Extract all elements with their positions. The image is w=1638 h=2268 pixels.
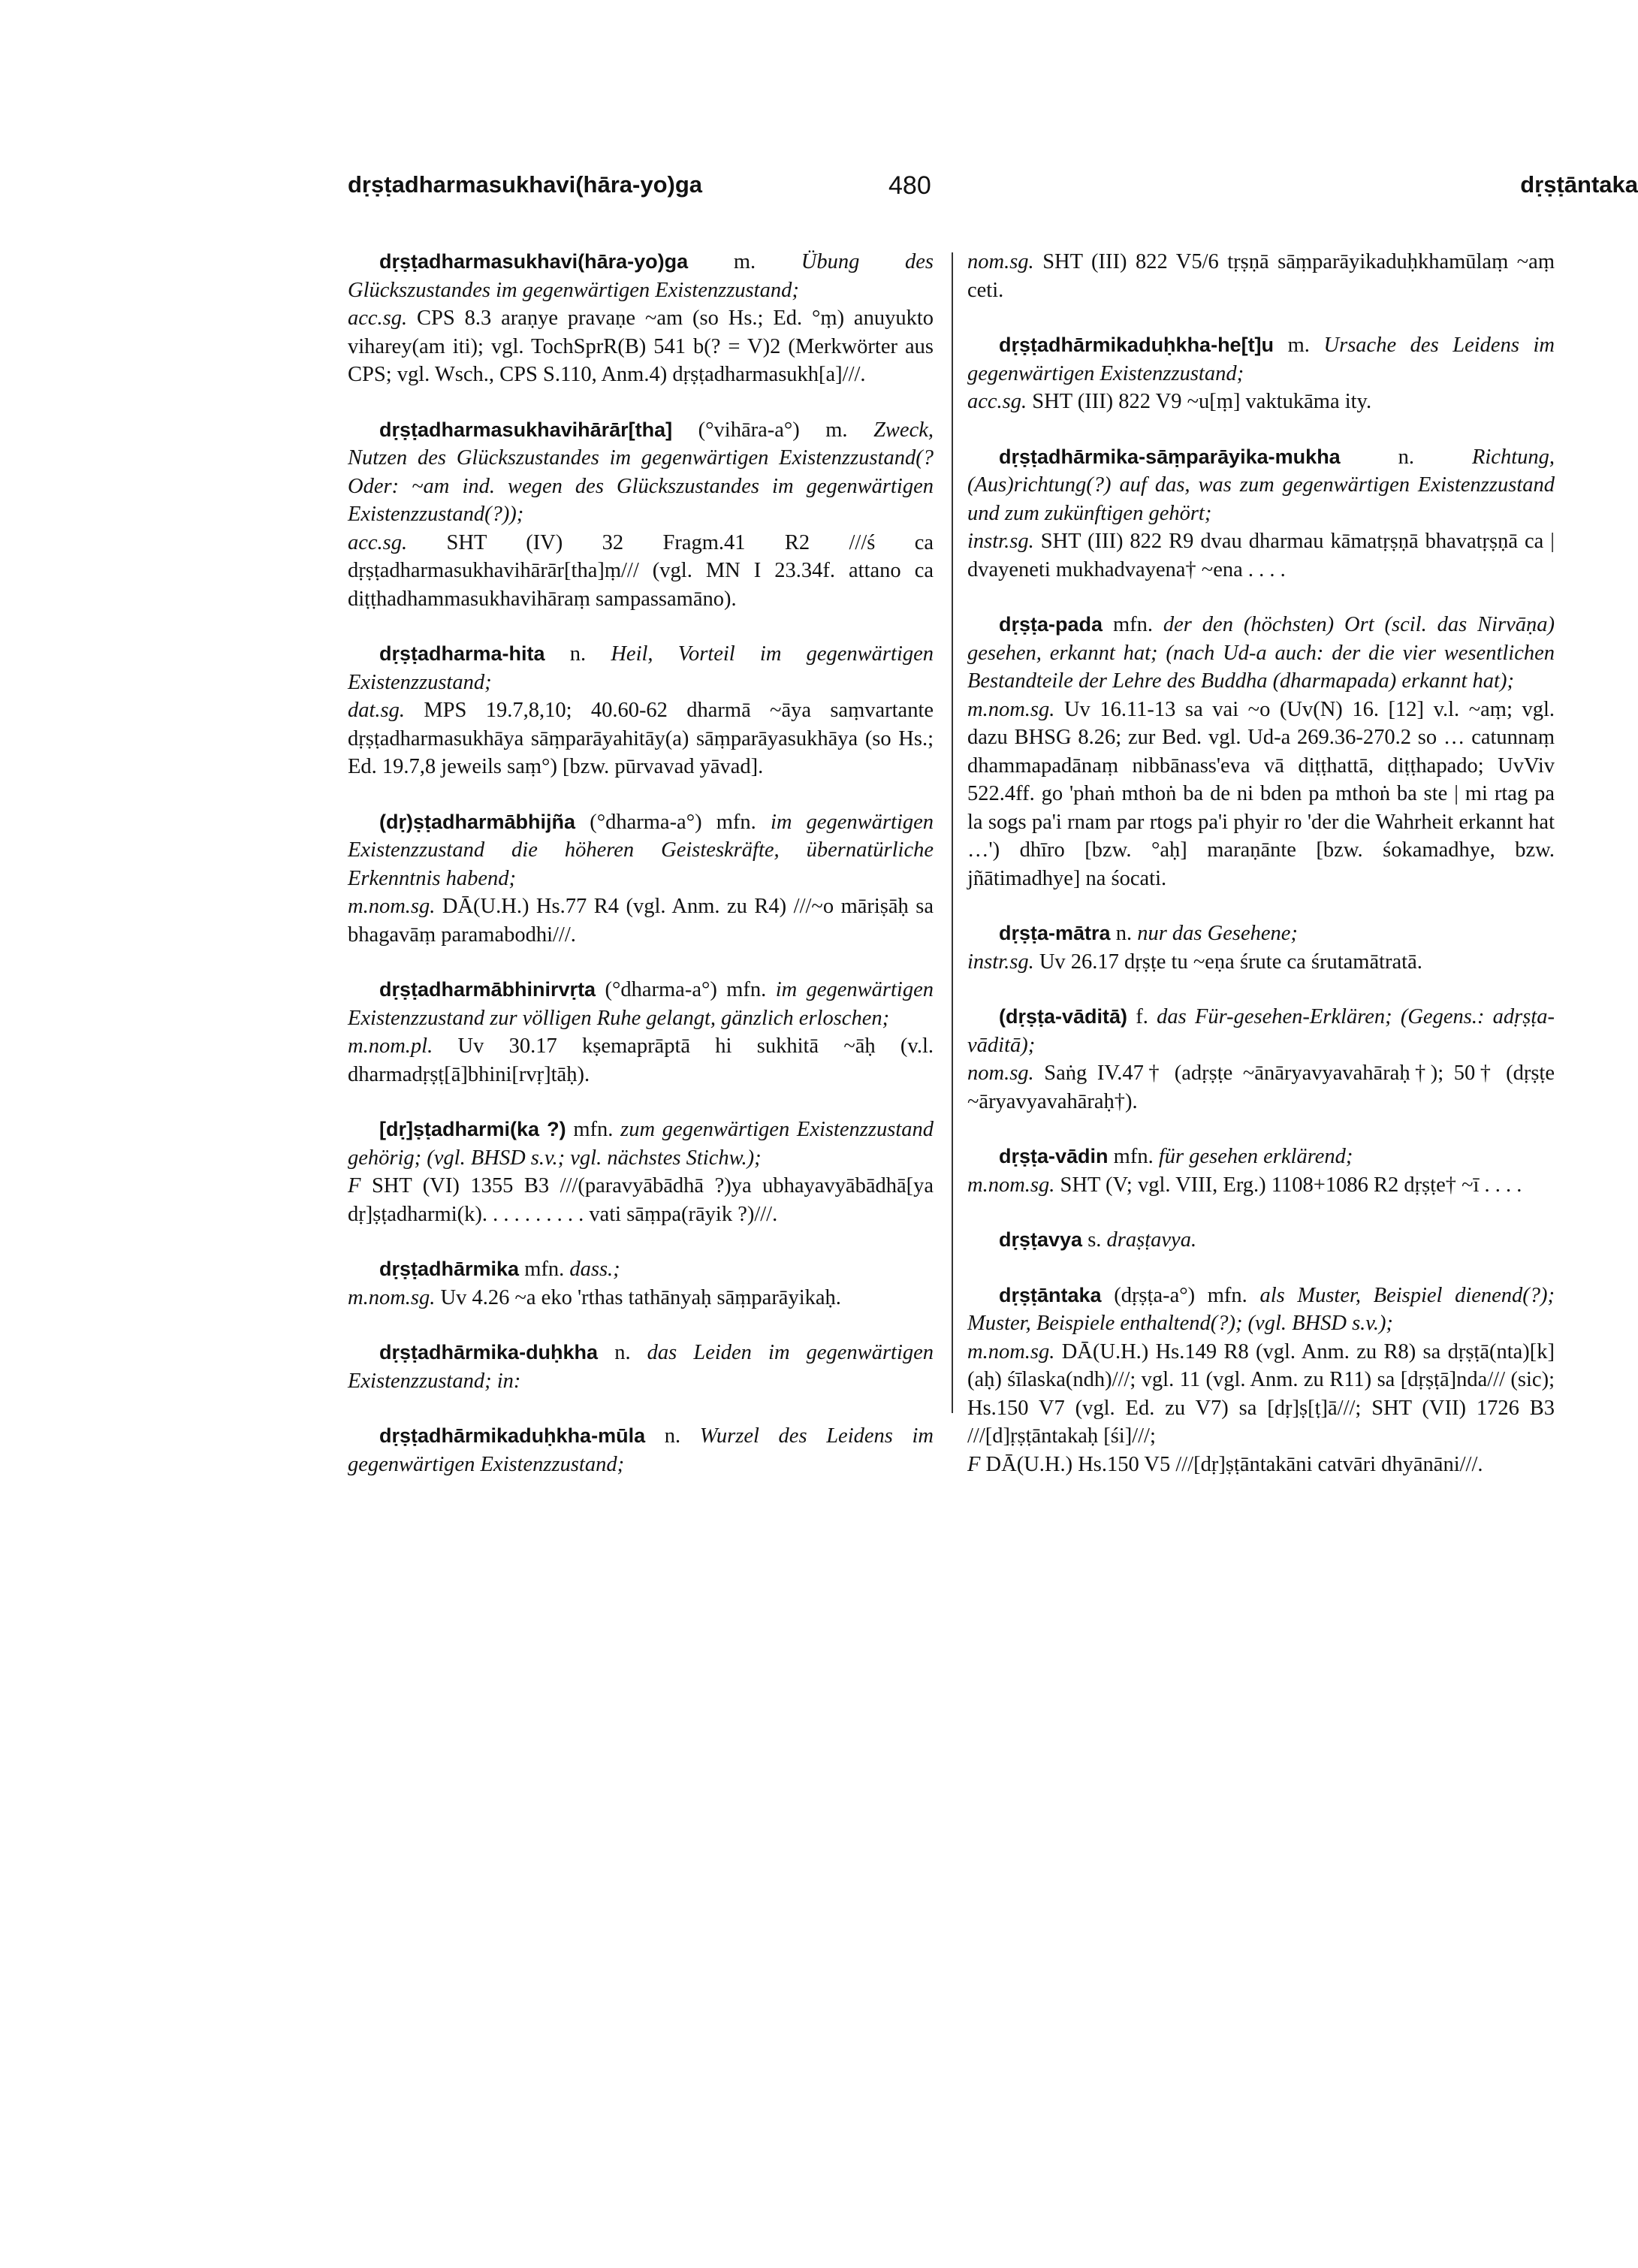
dictionary-entry [967, 248, 1555, 304]
grammar-label: (°dharma-a°) mfn. [605, 978, 767, 1001]
citation-text: Saṅg IV.47† (adṛṣṭe ~ānāryavyavahāraḥ†); 50† (dṛṣṭe ~āryavyavahāraḥ†). [967, 1062, 1555, 1113]
grammar-label: n. [1398, 445, 1415, 469]
dictionary-entry [967, 1226, 1555, 1255]
dictionary-entry [348, 808, 934, 950]
entry-headline [348, 248, 934, 304]
entry-headline [967, 1282, 1555, 1338]
entry-headline [348, 1255, 934, 1284]
citation [348, 1284, 934, 1312]
grammar-label: mfn. [573, 1118, 614, 1141]
entry-headline [967, 611, 1555, 696]
dictionary-entry [348, 640, 934, 781]
translation: Heil, Vorteil im gegenwärtigen Existenzzustand; [348, 642, 934, 694]
citation [967, 1338, 1555, 1451]
citation-text: Uv 30.17 kṣemaprāptā hi sukhitā ~āḥ (v.l. dharmadṛṣṭ[ā]bhini[rvṛ]tāḥ). [348, 1034, 934, 1086]
citation-text: Uv 26.17 dṛṣṭe tu ~eṇa śrute ca śrutamātratā. [1039, 950, 1422, 974]
citation [967, 248, 1555, 304]
entry-headline [348, 976, 934, 1032]
dictionary-entry [348, 1339, 934, 1395]
grammar-label: mfn. [524, 1258, 565, 1281]
citation-text: DĀ(U.H.) Hs.77 R4 (vgl. Anm. zu R4) ///~o māriṣāḥ sa bhagavāṃ paramabodhi///. [348, 895, 934, 947]
translation: Richtung, (Aus)richtung(?) auf das, was zum gegenwärtigen Existenzzustand und zum zukünftigen gehört; [967, 445, 1555, 525]
case-label: m.nom.sg. [348, 895, 436, 918]
translation: das Leiden im gegenwärtigen Existenzzustand; in: [348, 1341, 934, 1393]
lemma: dṛṣṭavya [999, 1228, 1083, 1251]
grammar-label: m. [1287, 334, 1310, 357]
right-column [967, 248, 1555, 1505]
grammar-label: n. [664, 1424, 681, 1448]
left-column [348, 248, 934, 1505]
case-label: nom.sg. [967, 1062, 1034, 1085]
translation: für gesehen erklärend; [1158, 1145, 1353, 1168]
citation-text: SHT (IV) 32 Fragm.41 R2 ///ś ca dṛṣṭadharmasukhavihārār[tha]ṃ/// (vgl. MN I 23.34f. attano ca diṭṭhadhammasukhavihāraṃ sampassamāno). [348, 530, 934, 611]
citation-text: MPS 19.7,8,10; 40.60-62 dharmā ~āya saṃvartante dṛṣṭadharmasukhāya sāṃparāyahitāy(a) sāṃparāyasukhāya (so Hs.; Ed. 19.7,8 jeweils saṃ°) [bzw. pūrvavad yāvad]. [348, 699, 934, 778]
translation: Wurzel des Leidens im gegenwärtigen Existenzzustand; [348, 1424, 934, 1476]
citation [348, 304, 934, 389]
translation: als Muster, Beispiel dienend(?); Muster, Beispiele enthaltend(?); (vgl. BHSD s.v.); [967, 1283, 1555, 1335]
case-label: acc.sg. [967, 390, 1027, 413]
grammar-label: s. [1087, 1228, 1102, 1252]
grammar-label: n. [569, 642, 587, 666]
citation-text: SHT (VI) 1355 B3 ///(paravyābādhā ?)ya ubhayavyābādhā[ya dṛ]ṣṭadharmi(k). . . . . . . . . . vati sāṃpa(rāyik ?)///. [348, 1174, 934, 1226]
dictionary-entry [348, 1255, 934, 1312]
lemma: dṛṣṭa-pada [999, 613, 1103, 636]
lemma: dṛṣṭa-mātra [999, 922, 1111, 944]
case-label: acc.sg. [348, 530, 408, 554]
grammar-label: (dṛṣṭa-a°) mfn. [1114, 1283, 1247, 1307]
case-label: m.nom.sg. [967, 697, 1055, 721]
dictionary-entry [348, 1422, 934, 1478]
citation [967, 948, 1555, 977]
dictionary-entry [967, 331, 1555, 416]
grammar-label: n. [614, 1341, 631, 1364]
entry-headline [967, 1226, 1555, 1255]
entry-headline [348, 1339, 934, 1395]
case-label: dat.sg. [348, 699, 406, 722]
translation: im gegenwärtigen Existenzzustand zur völligen Ruhe gelangt, gänzlich erloschen; [348, 978, 934, 1030]
column-divider [952, 252, 953, 1413]
entry-headline [967, 331, 1555, 388]
grammar-label: mfn. [1113, 1145, 1154, 1168]
lemma: [dṛ]ṣṭadharmi(ka ?) [379, 1118, 566, 1140]
lemma: dṛṣṭadhārmikaduḥkha-mūla [379, 1424, 646, 1447]
case-label: F [967, 1452, 981, 1476]
citation-text: Uv 16.11-13 sa vai ~o (Uv(N) 16. [12] v.l. ~aṃ; vgl. dazu BHSG 8.26; zur Bed. vgl. Ud-a 269.36-270.2 so … catunnaṃ dhammapadānaṃ nibbānass'eva vā diṭṭhattā, diṭṭhapado; UvViv 522.4ff. go 'phaṅ mthoṅ ba de ni bden pa mthoṅ ba ste | mi rtag pa la sogs pa'i rnam par rtogs pa'i phyir ro 'der die Wahrheit erkannt hat …') dhīro [bzw. °aḥ] maraṇānte [bzw. śokamadhye, bzw. jñātimadhye] na śocati. [967, 697, 1555, 890]
citation [348, 529, 934, 614]
lemma: (dṛṣṭa-vāditā) [999, 1005, 1128, 1028]
case-label: m.nom.sg. [967, 1339, 1055, 1364]
citation [967, 527, 1555, 584]
grammar-label: (°vihāra-a°) m. [698, 418, 848, 442]
translation: im gegenwärtigen Existenzzustand die höheren Geisteskräfte, übernatürliche Erkenntnis habend; [348, 810, 934, 890]
running-head-left: dṛṣṭadharmasukhavi(hāra-yo)ga [348, 171, 703, 198]
running-head-right: dṛṣṭāntaka [1520, 171, 1638, 198]
case-label: instr.sg. [967, 530, 1034, 553]
lemma: dṛṣṭadhārmika [379, 1258, 520, 1280]
lemma: (dṛ)ṣṭadharmābhijña [379, 810, 576, 833]
lemma: dṛṣṭa-vādin [999, 1145, 1109, 1167]
citation-text: Uv 4.26 ~a eko 'rthas tathānyaḥ sāṃparāyikaḥ. [440, 1285, 841, 1309]
lemma: dṛṣṭadharmasukhavi(hāra-yo)ga [379, 250, 689, 273]
entry-headline [348, 1422, 934, 1478]
citation [348, 696, 934, 781]
dictionary-entry [348, 416, 934, 614]
translation: draṣṭavya. [1106, 1228, 1197, 1252]
grammar-label: n. [1115, 922, 1133, 945]
citation [348, 1172, 934, 1228]
lemma: dṛṣṭāntaka [999, 1283, 1102, 1306]
dictionary-entry [967, 1143, 1555, 1199]
dictionary-entry [967, 1003, 1555, 1116]
lemma: dṛṣṭadhārmika-sāṃparāyika-mukha [999, 445, 1341, 468]
entry-headline [348, 808, 934, 893]
dictionary-entry [348, 248, 934, 389]
page-number: 480 [888, 171, 931, 200]
citation [348, 1032, 934, 1089]
translation: Zweck, Nutzen des Glückszustandes im gegenwärtigen Existenzzustand(? Oder: ~am ind. wegen des Glückszustandes im gegenwärtigen Existenzzustand(?)); [348, 418, 934, 526]
dictionary-entry [967, 1282, 1555, 1479]
entry-headline [967, 920, 1555, 948]
citation-text: SHT (V; vgl. VIII, Erg.) 1108+1086 R2 dṛṣṭe† ~ī . . . . [1060, 1173, 1522, 1197]
case-label: acc.sg. [348, 307, 408, 330]
citation [967, 1171, 1555, 1200]
citation [967, 1059, 1555, 1116]
entry-headline [967, 443, 1555, 528]
citation-text: SHT (III) 822 R9 dvau dharmau kāmatṛṣṇā bhavatṛṣṇā ca | dvayeneti mukhadvayena† ~ena . . . . [967, 530, 1555, 581]
dictionary-entry [348, 1116, 934, 1228]
grammar-label: mfn. [1112, 613, 1153, 636]
case-label: nom.sg. [967, 250, 1034, 273]
entry-headline [967, 1143, 1555, 1171]
lemma: dṛṣṭadhārmika-duḥkha [379, 1341, 599, 1364]
citation-text: CPS 8.3 araṇye pravaṇe ~am (so Hs.; Ed. °ṃ) anuyukto viharey(am iti); vgl. TochSprR(B) 541 b(? = V)2 (Merkwörter aus CPS; vgl. Wsch., CPS S.110, Anm.4) dṛṣṭadharmasukh[a]///. [348, 307, 934, 386]
dictionary-entry [967, 920, 1555, 976]
case-label: m.nom.sg. [967, 1173, 1055, 1197]
page-header [348, 171, 1638, 216]
citation-text: SHT (III) 822 V9 ~u[ṃ] vaktukāma ity. [1032, 390, 1372, 413]
lemma: dṛṣṭadharmābhinirvṛta [379, 978, 596, 1001]
translation: das Für-gesehen-Erklären; (Gegens.: adṛṣṭa-vāditā); [967, 1005, 1555, 1057]
translation: dass.; [569, 1258, 620, 1281]
citation-text: DĀ(U.H.) Hs.149 R8 (vgl. Anm. zu R8) sa dṛṣṭā(nta)[k](aḥ) śīlaska(ndh)///; vgl. 11 (vgl. Anm. zu R11) sa [dṛṣṭā]nda/// (sic); Hs.150 V7 (vgl. Ed. zu V7) sa [dṛ]ṣ[ṭ]ā///; SHT (VII) 1726 B3 ///[d]ṛṣṭāntakaḥ [śi]///; [967, 1339, 1555, 1448]
citation-text: SHT (III) 822 V5/6 tṛṣṇā sāṃparāyikaduḥkhamūlaṃ ~aṃ ceti. [967, 250, 1555, 302]
lemma: dṛṣṭadharmasukhavihārār[tha] [379, 418, 673, 441]
translation: der den (höchsten) Ort (scil. das Nirvāṇa) gesehen, erkannt hat; (nach Ud-a auch: der die vier wesentlichen Bestandteile der Lehre des Buddha (dharmapada) erkannt hat); [967, 613, 1555, 693]
grammar-label: m. [733, 250, 756, 273]
citation-text: DĀ(U.H.) Hs.150 V5 ///[dṛ]ṣṭāntakāni catvāri dhyānāni///. [985, 1452, 1483, 1476]
citation [967, 696, 1555, 893]
translation: Übung des Glückszustandes im gegenwärtigen Existenzzustand; [348, 250, 934, 302]
dictionary-entry [967, 611, 1555, 892]
grammar-label: f. [1136, 1005, 1148, 1028]
entry-headline [348, 640, 934, 696]
case-label: instr.sg. [967, 950, 1034, 974]
dictionary-entry [348, 976, 934, 1089]
translation: nur das Gesehene; [1137, 922, 1298, 945]
translation: zum gegenwärtigen Existenzzustand gehörig; (vgl. BHSD s.v.; vgl. nächstes Stichw.); [348, 1118, 934, 1170]
dictionary-entry [967, 443, 1555, 584]
case-label: F [348, 1174, 361, 1197]
case-label: m.nom.sg. [348, 1285, 436, 1309]
lemma: dṛṣṭadharma-hita [379, 642, 545, 665]
entry-headline [348, 1116, 934, 1172]
case-label: m.nom.pl. [348, 1034, 433, 1058]
citation [967, 388, 1555, 416]
citation [348, 892, 934, 949]
entry-headline [348, 416, 934, 529]
lemma: dṛṣṭadhārmikaduḥkha-he[t]u [999, 334, 1275, 356]
grammar-label: (°dharma-a°) mfn. [590, 810, 756, 834]
entry-headline [967, 1003, 1555, 1059]
translation: Ursache des Leidens im gegenwärtigen Existenzzustand; [967, 334, 1555, 385]
citation [967, 1451, 1555, 1479]
